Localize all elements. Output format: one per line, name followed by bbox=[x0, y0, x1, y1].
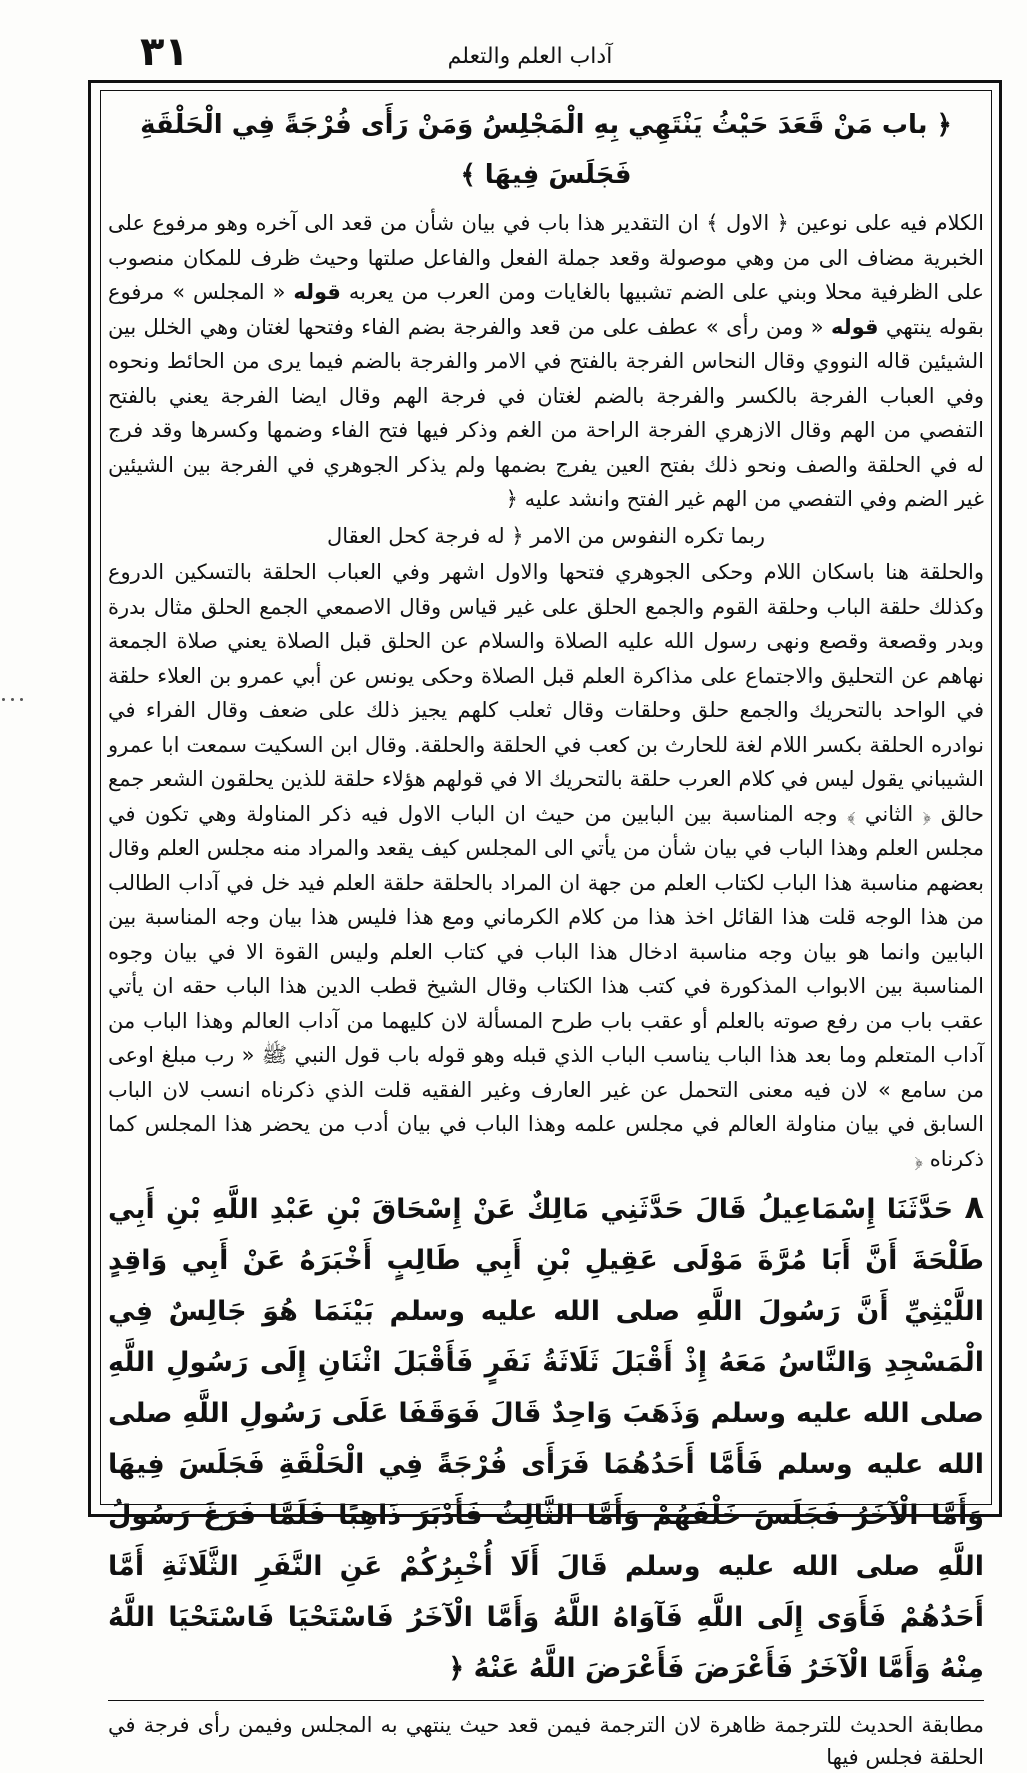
hadith-block bbox=[108, 1182, 984, 1694]
margin-marks bbox=[2, 686, 42, 716]
commentary bbox=[108, 206, 984, 1176]
hadith-number: ٨ bbox=[964, 1188, 984, 1226]
page-number: ٣١ bbox=[140, 29, 189, 75]
section-divider bbox=[108, 1700, 984, 1701]
closing-note: مطابقة الحديث للترجمة ظاهرة لان الترجمة فيمن قعد حيث ينتهي به المجلس وفيمن رأى فرجة في الحلقة فجلس فيها bbox=[108, 1713, 984, 1769]
poetry-verse: ربما تكره النفوس من الامر ﴿ له فرجة كحل العقال bbox=[326, 523, 766, 548]
keyword-qawluh: قوله bbox=[830, 314, 879, 339]
commentary-paragraph-2: والحلقة هنا باسكان اللام وحكى الجوهري فتحها والاول اشهر وفي العباب الحلقة بالتسكين الدروع وكذلك حلقة الباب وحلقة القوم والجمع الحلق على غير قياس وقال الاصمعي الجمع الحلق مثال بدرة وبدر وقصعة وقصع ونهى رسول الله عليه الصلاة والسلام عن الحلق قبل الصلاة يعني صلاة الجمعة نهاهم عن التحليق والاجتماع على مذاكرة العلم قبل الصلاة وحكى يونس عن أبي عمرو بن العلاء حلقة في الواحد بالتحريك والجمع حلق وحلقات وقال ثعلب كلهم يجيز ذلك على ضعف وقال الفراء في نوادره الحلقة بكسر اللام لغة للحارث بن كعب في الحلقة والحلقة. وقال ابن السكيت سمعت ابا عمرو الشيباني يقول ليس في كلام العرب حلقة بالتحريك الا في قولهم هؤلاء حلقة للذين يحلقون الشعر جمع حالق ﴿ الثاني ﴾ وجه المناسبة بين البابين من حيث ان الباب الاول فيه ذكر المناولة وهي تكون في مجلس العلم وهذا الباب في بيان شأن من يأتي الى المجلس كيف يقعد والمراد منه مجلس العلم وقال بعضهم مناسبة هذا الباب لكتاب العلم من جهة ان المراد بالحلقة حلقة العلم فيد خل في آداب الطالب من هذا الوجه قلت هذا القائل اخذ هذا من كلام الكرماني ومع هذا فليس هذا بيان وجه المناسبة بين البابين وانما هو بيان وجه مناسبة ادخال هذا الباب في كتاب العلم وليس القوة الا في بيان وجوه المناسبة بين الابواب المذكورة في كتب هذا الكتاب وقال الشيخ قطب الدين هذا الباب حقه ان يأتي عقب باب من رفع صوته بالعلم أو عقب باب طرح المسألة لان كليهما من آداب العالم وهذا الباب من آداب المتعلم وما بعد هذا الباب يناسب الباب الذي قبله وهو قوله باب قول النبي ﷺ « رب مبلغ اوعى من سامع » لان فيه معنى التحمل عن غير العارف وغير الفقيه قلت الذي ذكرناه انسب لان الباب السابق في بيان مناولة العالم في مجلس علمه وهذا الباب في بيان أدب من يحضر هذا المجلس كما ذكرناه ﴿ bbox=[108, 560, 984, 1171]
page-content bbox=[108, 96, 984, 1769]
commentary-text: « المجلس » مرفوع بقوله ينتهي bbox=[108, 280, 984, 339]
commentary-paragraph-1 bbox=[108, 206, 984, 517]
hadith-text: حَدَّثَنَا إِسْمَاعِيلُ قَالَ حَدَّثَنِي مَالِكٌ عَنْ إِسْحَاقَ بْنِ عَبْدِ اللَّهِ بْنِ أَبِي طَلْحَةَ أَنَّ أَبَا مُرَّةَ مَوْلَى عَقِيلِ بْنِ أَبِي طَالِبٍ أَخْبَرَهُ عَنْ أَبِي وَاقِدٍ اللَّيْثِيِّ أَنَّ رَسُولَ اللَّهِ صلى الله عليه وسلم بَيْنَمَا هُوَ جَالِسٌ فِي الْمَسْجِدِ وَالنَّاسُ مَعَهُ إِذْ أَقْبَلَ ثَلَاثَةُ نَفَرٍ فَأَقْبَلَ اثْنَانِ إِلَى رَسُولِ اللَّهِ صلى الله عليه وسلم وَذَهَبَ وَاحِدٌ قَالَ فَوَقَفَا عَلَى رَسُولِ اللَّهِ صلى الله عليه وسلم فَأَمَّا أَحَدُهُمَا فَرَأَى فُرْجَةً فِي الْحَلْقَةِ فَجَلَسَ فِيهَا وَأَمَّا الْآخَرُ فَجَلَسَ خَلْفَهُمْ وَأَمَّا الثَّالِثُ فَأَدْبَرَ ذَاهِبًا فَلَمَّا فَرَغَ رَسُولُ اللَّهِ صلى الله عليه وسلم قَالَ أَلَا أُخْبِرُكُمْ عَنِ النَّفَرِ الثَّلَاثَةِ أَمَّا أَحَدُهُمْ فَأَوَى إِلَى اللَّهِ فَآوَاهُ اللَّهُ وَأَمَّا الْآخَرُ فَاسْتَحْيَا فَاسْتَحْيَا اللَّهُ مِنْهُ وَأَمَّا الْآخَرُ فَأَعْرَضَ فَأَعْرَضَ اللَّهُ عَنْهُ ﴿ bbox=[108, 1194, 984, 1684]
running-title: آداب العلم والتعلم bbox=[447, 44, 613, 69]
commentary-text: الكلام فيه على نوعين ﴿ الاول ﴾ ان التقدير هذا باب في بيان شأن من قعد الى آخره وهو مرفوع على الخبرية مضاف الى من وهي موصولة وقعد جملة الفعل والفاعل صلتها وحيث ظرف للمكان منصوب على الظرفية محلا وبني على الضم تشبيها بالغايات ومن العرب من يعربه bbox=[108, 211, 984, 304]
chapter-heading: ﴿ باب مَنْ قَعَدَ حَيْثُ يَنْتَهِي بِهِ الْمَجْلِسُ وَمَنْ رَأَى فُرْجَةً فِي الْحَلْقَةِ فَجَلَسَ فِيهَا ﴾ bbox=[140, 110, 952, 190]
keyword-qawluh: قوله bbox=[293, 280, 341, 304]
commentary-text: « ومن رأى » عطف على من قعد والفرجة بضم الفاء وفتحها لغتان وهي الخلل بين الشيئين قاله النووي وقال النحاس الفرجة بالفتح في الامر والفرجة بالضم فيما يرى من الحائط ونحوه وفي العباب الفرجة بالكسر والفرجة بالضم لغتان في فرجة الهم وقال ايضا الفرجة يعني بالفتح التفصي من الهم وقال الازهري الفرجة الراحة من الغم وذكر فيها فتح الفاء وضمها وكسرها وقد فرج له في الحلقة والصف ونحو ذلك بفتح العين يفرج بضمها ولم يذكر الجوهري في الفرجة بين الشيئين غير الضم وفي التفصي من الهم غير الفتح وانشد عليه ﴿ bbox=[108, 314, 984, 511]
